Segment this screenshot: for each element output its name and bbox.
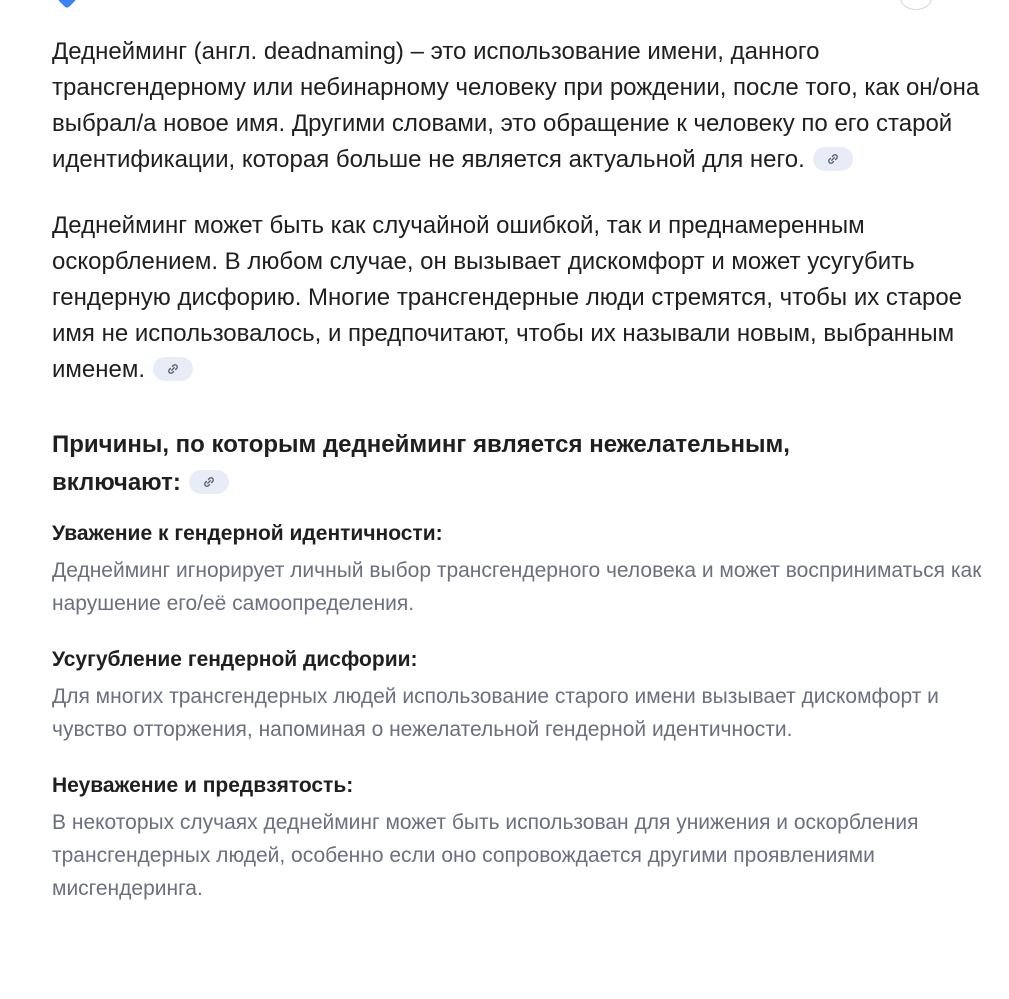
reason-text: Для многих трансгендерных людей использование старого имени вызывает дискомфорт и чувство отторжения, напоминая о нежелательной гендерной идентичности. <box>52 685 939 741</box>
top-bar <box>0 0 1009 12</box>
app-logo-icon <box>57 0 77 9</box>
paragraph-impact <box>52 208 982 388</box>
paragraph-definition <box>52 34 982 178</box>
reason-title: Уважение к гендерной идентичности: <box>52 522 443 545</box>
reason-title: Усугубление гендерной дисфории: <box>52 648 418 671</box>
reason-item <box>52 646 982 746</box>
reason-text: В некоторых случаях деднейминг может быть использован для унижения и оскорбления трансгендерных людей, особенно если оно сопровождается другими проявлениями мисгендеринга. <box>52 811 919 900</box>
paragraph-text: Деднейминг (англ. deadnaming) – это использование имени, данного трансгендерному или небинарному человеку при рождении, после того, как он/она выбрал/а новое имя. Другими словами, это обращение к человеку по его старой идентификации, которая больше не является актуальной для него. <box>52 38 980 173</box>
reason-item <box>52 772 982 905</box>
paragraph-text: Деднейминг может быть как случайной ошибкой, так и преднамеренным оскорблением. В любом случае, он вызывает дискомфорт и может усугубить гендерную дисфорию. Многие трансгендерные люди стремятся, чтобы их старое имя не использовалось, и предпочитают, чтобы их называли новым, выбранным именем. <box>52 212 963 383</box>
source-link-button[interactable] <box>813 147 853 171</box>
reason-title: Неуважение и предвзятость: <box>52 774 354 797</box>
link-icon <box>826 152 840 166</box>
reason-text: Деднейминг игнорирует личный выбор трансгендерного человека и может восприниматься как нарушение его/её самоопределения. <box>52 559 982 615</box>
profile-avatar[interactable] <box>900 0 932 10</box>
reason-item <box>52 520 982 620</box>
link-icon <box>202 475 216 489</box>
heading-text: Причины, по которым деднейминг является нежелательным, включают: <box>52 431 790 496</box>
reasons-heading <box>52 426 892 502</box>
source-link-button[interactable] <box>189 470 229 494</box>
link-icon <box>166 362 180 376</box>
source-link-button[interactable] <box>153 357 193 381</box>
answer-content <box>52 34 982 931</box>
